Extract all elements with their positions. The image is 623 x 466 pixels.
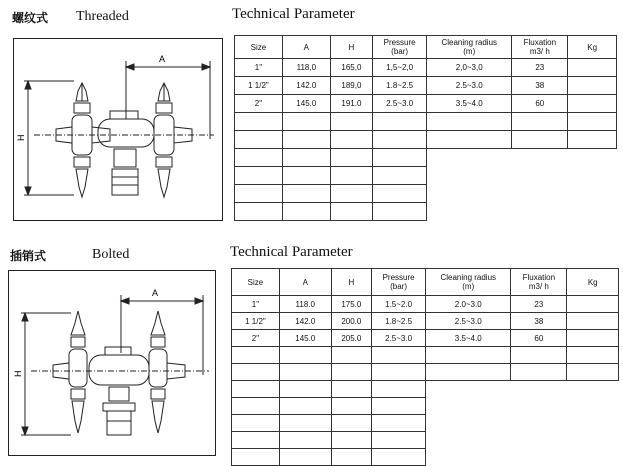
bolted-cell: 2.5~3.0 <box>426 313 511 330</box>
bolted-empty-cell <box>331 347 371 364</box>
threaded-empty-cell <box>427 167 512 185</box>
threaded-empty-cell <box>427 149 512 167</box>
threaded-en-label: Threaded <box>76 9 129 24</box>
bolted-empty-cell <box>279 347 331 364</box>
bolted-empty-cell <box>232 432 280 449</box>
bolted-empty-cell <box>511 449 567 466</box>
threaded-empty-cell <box>568 149 617 167</box>
threaded-cell: 2.5~3.0 <box>427 77 512 95</box>
threaded-empty-cell <box>235 203 283 221</box>
bolted-empty-cell <box>279 381 331 398</box>
threaded-dim-a: A <box>159 54 166 64</box>
threaded-empty-cell <box>330 203 372 221</box>
threaded-empty-cell <box>568 203 617 221</box>
bolted-nozzle-drawing <box>9 271 215 455</box>
bolted-empty-cell <box>371 449 425 466</box>
bolted-table-row <box>232 296 619 313</box>
bolted-cell: 2" <box>232 330 280 347</box>
bolted-empty-cell <box>331 449 371 466</box>
threaded-cell: 1" <box>235 59 283 77</box>
threaded-empty-cell <box>427 131 512 149</box>
threaded-empty-cell <box>512 131 568 149</box>
threaded-cell: 118,0 <box>282 59 330 77</box>
bolted-empty-cell <box>232 347 280 364</box>
threaded-header-cell: Kg <box>568 36 617 59</box>
threaded-empty-cell <box>282 185 330 203</box>
bolted-empty-cell <box>371 381 425 398</box>
bolted-empty-cell <box>426 415 511 432</box>
bolted-empty-cell <box>511 432 567 449</box>
threaded-cell: 145.0 <box>282 95 330 113</box>
threaded-empty-cell <box>512 149 568 167</box>
threaded-empty-cell <box>373 149 427 167</box>
bolted-header-cell: Kg <box>567 269 619 296</box>
bolted-empty-cell <box>567 398 619 415</box>
threaded-header-cell: Pressure (bar) <box>373 36 427 59</box>
bolted-empty-cell <box>567 449 619 466</box>
bolted-empty-cell <box>511 415 567 432</box>
bolted-empty-cell <box>567 364 619 381</box>
threaded-empty-cell <box>568 167 617 185</box>
threaded-header-cell: Fluxation m3/ h <box>512 36 568 59</box>
threaded-empty-cell <box>512 203 568 221</box>
bolted-cn-label: 插销式 <box>10 249 47 263</box>
bolted-empty-cell <box>331 364 371 381</box>
threaded-cn-label: 螺纹式 <box>12 11 49 25</box>
bolted-empty-cell <box>331 415 371 432</box>
bolted-empty-cell <box>232 381 280 398</box>
bolted-cell: 1 1/2" <box>232 313 280 330</box>
threaded-cell: 165,0 <box>330 59 372 77</box>
threaded-empty-cell <box>330 185 372 203</box>
threaded-cell: 2,0~3,0 <box>427 59 512 77</box>
threaded-table-header <box>235 36 617 59</box>
bolted-empty-cell <box>426 364 511 381</box>
bolted-header-cell: Cleaning radius (m) <box>426 269 511 296</box>
bolted-empty-cell <box>567 415 619 432</box>
bolted-cell: 142.0 <box>279 313 331 330</box>
bolted-partial-row <box>232 398 619 415</box>
bolted-empty-cell <box>232 415 280 432</box>
bolted-empty-cell <box>511 347 567 364</box>
threaded-cell: 189,0 <box>330 77 372 95</box>
threaded-empty-cell <box>235 149 283 167</box>
threaded-empty-cell <box>282 113 330 131</box>
threaded-cell: 142.0 <box>282 77 330 95</box>
threaded-empty-cell <box>512 113 568 131</box>
bolted-cell: 23 <box>511 296 567 313</box>
bolted-empty-cell <box>331 432 371 449</box>
bolted-cell: 1.5~2.0 <box>371 296 425 313</box>
bolted-cell: 118.0 <box>279 296 331 313</box>
bolted-cell: 38 <box>511 313 567 330</box>
threaded-empty-cell <box>282 203 330 221</box>
threaded-empty-cell <box>373 167 427 185</box>
bolted-dim-h: H <box>13 370 23 377</box>
threaded-partial-row <box>235 149 617 167</box>
bolted-cell: 1.8~2.5 <box>371 313 425 330</box>
bolted-empty-cell <box>331 398 371 415</box>
bolted-cell: 205.0 <box>331 330 371 347</box>
bolted-en-label: Bolted <box>92 247 130 262</box>
bolted-table-row <box>232 313 619 330</box>
threaded-partial-row <box>235 185 617 203</box>
bolted-empty-cell <box>567 432 619 449</box>
bolted-empty-cell <box>511 381 567 398</box>
bolted-empty-cell <box>426 449 511 466</box>
bolted-empty-cell <box>371 398 425 415</box>
bolted-empty-cell <box>371 364 425 381</box>
bolted-spec-table <box>231 268 619 466</box>
threaded-empty-cell <box>373 185 427 203</box>
bolted-empty-cell <box>426 432 511 449</box>
threaded-cell: 191.0 <box>330 95 372 113</box>
bolted-table-header <box>232 269 619 296</box>
bolted-empty-cell <box>232 398 280 415</box>
threaded-empty-row <box>235 113 617 131</box>
threaded-header-cell: H <box>330 36 372 59</box>
bolted-table-title: Technical Parameter <box>230 244 353 260</box>
threaded-empty-cell <box>235 167 283 185</box>
threaded-empty-cell <box>282 131 330 149</box>
threaded-empty-cell <box>568 185 617 203</box>
bolted-empty-row <box>232 364 619 381</box>
threaded-empty-cell <box>330 149 372 167</box>
threaded-empty-cell <box>568 131 617 149</box>
threaded-cell: 1.8~2.5 <box>373 77 427 95</box>
threaded-empty-cell <box>282 167 330 185</box>
threaded-empty-cell <box>373 203 427 221</box>
bolted-empty-cell <box>371 432 425 449</box>
bolted-empty-cell <box>279 449 331 466</box>
threaded-cell: 60 <box>512 95 568 113</box>
threaded-header-cell: A <box>282 36 330 59</box>
bolted-empty-cell <box>279 415 331 432</box>
threaded-empty-cell <box>427 113 512 131</box>
threaded-nozzle-drawing <box>14 39 222 220</box>
bolted-cell: 60 <box>511 330 567 347</box>
threaded-drawing-frame <box>13 38 223 221</box>
bolted-empty-cell <box>567 347 619 364</box>
bolted-empty-cell <box>426 347 511 364</box>
threaded-partial-row <box>235 203 617 221</box>
bolted-cell: 2.0~3.0 <box>426 296 511 313</box>
bolted-empty-cell <box>426 398 511 415</box>
bolted-empty-cell <box>232 364 280 381</box>
threaded-cell <box>568 59 617 77</box>
threaded-empty-cell <box>282 149 330 167</box>
threaded-spec-table <box>234 35 617 221</box>
threaded-cell: 2.5~3.0 <box>373 95 427 113</box>
threaded-header-cell: Cleaning radius (m) <box>427 36 512 59</box>
bolted-partial-row <box>232 449 619 466</box>
threaded-empty-cell <box>235 113 283 131</box>
bolted-cell <box>567 330 619 347</box>
bolted-partial-row <box>232 381 619 398</box>
bolted-dim-a: A <box>152 288 159 298</box>
threaded-table-row <box>235 77 617 95</box>
bolted-cell: 3.5~4.0 <box>426 330 511 347</box>
bolted-empty-cell <box>426 381 511 398</box>
threaded-cell: 2" <box>235 95 283 113</box>
bolted-cell: 1" <box>232 296 280 313</box>
threaded-empty-cell <box>235 131 283 149</box>
threaded-table-row <box>235 59 617 77</box>
threaded-empty-cell <box>568 113 617 131</box>
bolted-empty-cell <box>567 381 619 398</box>
threaded-empty-cell <box>330 131 372 149</box>
bolted-cell: 2.5~3.0 <box>371 330 425 347</box>
threaded-empty-cell <box>427 203 512 221</box>
bolted-header-cell: Size <box>232 269 280 296</box>
bolted-table-row <box>232 330 619 347</box>
threaded-table-title: Technical Parameter <box>232 6 355 22</box>
bolted-header-cell: A <box>279 269 331 296</box>
bolted-header-cell: Fluxation m3/ h <box>511 269 567 296</box>
bolted-empty-cell <box>279 398 331 415</box>
threaded-empty-cell <box>373 131 427 149</box>
bolted-empty-cell <box>279 364 331 381</box>
bolted-empty-cell <box>371 347 425 364</box>
threaded-table-row <box>235 95 617 113</box>
threaded-dim-h: H <box>16 134 26 141</box>
bolted-partial-row <box>232 415 619 432</box>
bolted-empty-cell <box>279 432 331 449</box>
threaded-cell <box>568 77 617 95</box>
threaded-empty-cell <box>330 113 372 131</box>
bolted-partial-row <box>232 432 619 449</box>
threaded-partial-row <box>235 167 617 185</box>
bolted-cell: 145.0 <box>279 330 331 347</box>
threaded-empty-cell <box>512 167 568 185</box>
threaded-cell: 38 <box>512 77 568 95</box>
threaded-empty-cell <box>427 185 512 203</box>
bolted-empty-cell <box>371 415 425 432</box>
bolted-cell: 175.0 <box>331 296 371 313</box>
bolted-cell <box>567 313 619 330</box>
threaded-empty-row <box>235 131 617 149</box>
threaded-cell: 23 <box>512 59 568 77</box>
threaded-header-cell: Size <box>235 36 283 59</box>
threaded-empty-cell <box>373 113 427 131</box>
bolted-cell <box>567 296 619 313</box>
bolted-empty-cell <box>331 381 371 398</box>
bolted-empty-cell <box>232 449 280 466</box>
threaded-empty-cell <box>512 185 568 203</box>
bolted-empty-row <box>232 347 619 364</box>
threaded-cell: 3.5~4.0 <box>427 95 512 113</box>
bolted-drawing-frame <box>8 270 216 456</box>
bolted-empty-cell <box>511 398 567 415</box>
threaded-empty-cell <box>235 185 283 203</box>
threaded-cell: 1,5~2,0 <box>373 59 427 77</box>
bolted-header-cell: H <box>331 269 371 296</box>
threaded-cell: 1 1/2" <box>235 77 283 95</box>
bolted-cell: 200.0 <box>331 313 371 330</box>
bolted-header-cell: Pressure (bar) <box>371 269 425 296</box>
threaded-cell <box>568 95 617 113</box>
bolted-empty-cell <box>511 364 567 381</box>
threaded-empty-cell <box>330 167 372 185</box>
